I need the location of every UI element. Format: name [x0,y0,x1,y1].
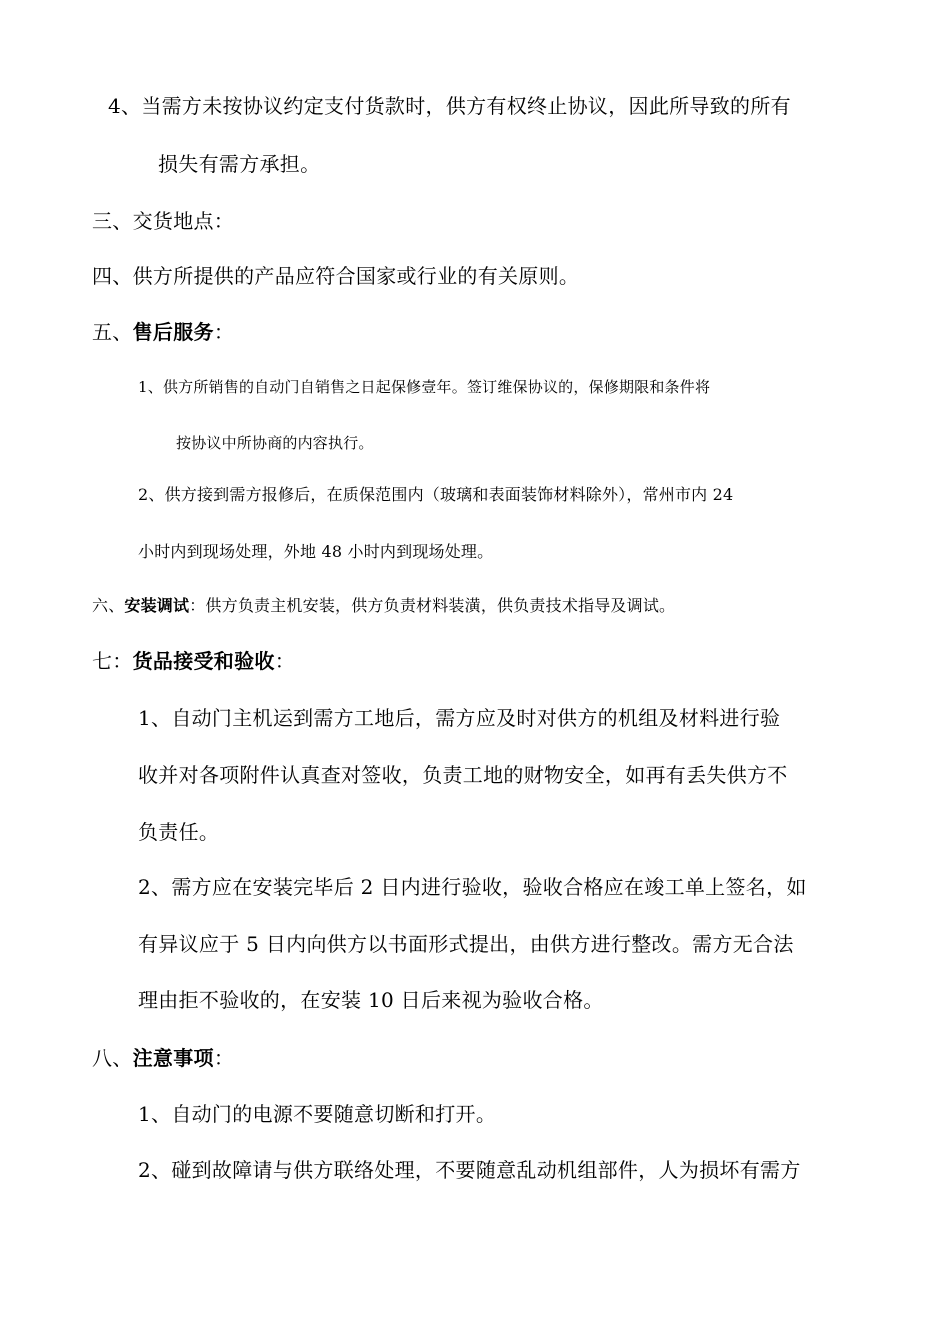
section-5-item-2-line-2: 小时内到现场处理，外地 48 小时内到现场处理。 [138,542,494,561]
section-6-title: 安装调试 [124,596,190,615]
section-8-colon: ： [213,1046,235,1070]
section-7-title: 货品接受和验收 [132,649,275,673]
section-6-paragraph [92,598,675,614]
section-6-body: ：供方负责主机安装，供方负责材料装潢，供负责技术指导及调试。 [189,596,676,615]
section-8-item-2-line-1: 2、碰到故障请与供方联络处理，不要随意乱动机组部件，人为损坏有需方 [138,1158,801,1182]
section-8-item-1: 1、自动门的电源不要随意切断和打开。 [138,1102,497,1126]
section-3-heading: 三、交货地点： [92,209,235,233]
section-7-heading [92,651,295,671]
section-7-item-2-line-2: 有异议应于 5 日内向供方以书面形式提出，由供方进行整改。需方无合法 [138,932,794,956]
section-8-number: 八、 [92,1046,133,1070]
section-7-item-2-line-3: 理由拒不验收的，在安装 10 日后来视为验收合格。 [138,988,604,1012]
clause-4-line-1: 4、当需方未按协议约定支付货款时，供方有权终止协议，因此所导致的所有 [108,94,791,118]
section-5-number: 五、 [92,320,133,344]
section-4-heading: 四、供方所提供的产品应符合国家或行业的有关原则。 [92,264,580,288]
section-5-item-1-line-2: 按协议中所协商的内容执行。 [176,434,374,452]
section-5-item-2-line-1: 2、供方接到需方报修后，在质保范围内（玻璃和表面装饰材料除外），常州市内 24 [138,485,734,504]
section-5-heading [92,322,234,342]
section-5-item-1-line-1: 1、供方所销售的自动门自销售之日起保修壹年。签订维保协议的，保修期限和条件将 [138,378,711,396]
section-8-heading [92,1048,234,1068]
section-7-colon: ： [274,649,296,673]
section-7-item-1-line-2: 收并对各项附件认真查对签收，负责工地的财物安全，如再有丢失供方不 [138,763,788,787]
section-7-item-1-line-3: 负责任。 [138,820,220,844]
section-6-number: 六、 [92,596,125,615]
section-5-title: 售后服务 [132,320,214,344]
clause-4-line-2: 损失有需方承担。 [158,152,321,176]
section-7-number: 七： [92,649,133,673]
section-8-title: 注意事项 [132,1046,214,1070]
section-7-item-1-line-1: 1、自动门主机运到需方工地后，需方应及时对供方的机组及材料进行验 [138,706,781,730]
section-5-colon: ： [213,320,235,344]
section-7-item-2-line-1: 2、需方应在安装完毕后 2 日内进行验收，验收合格应在竣工单上签名，如 [138,875,807,899]
